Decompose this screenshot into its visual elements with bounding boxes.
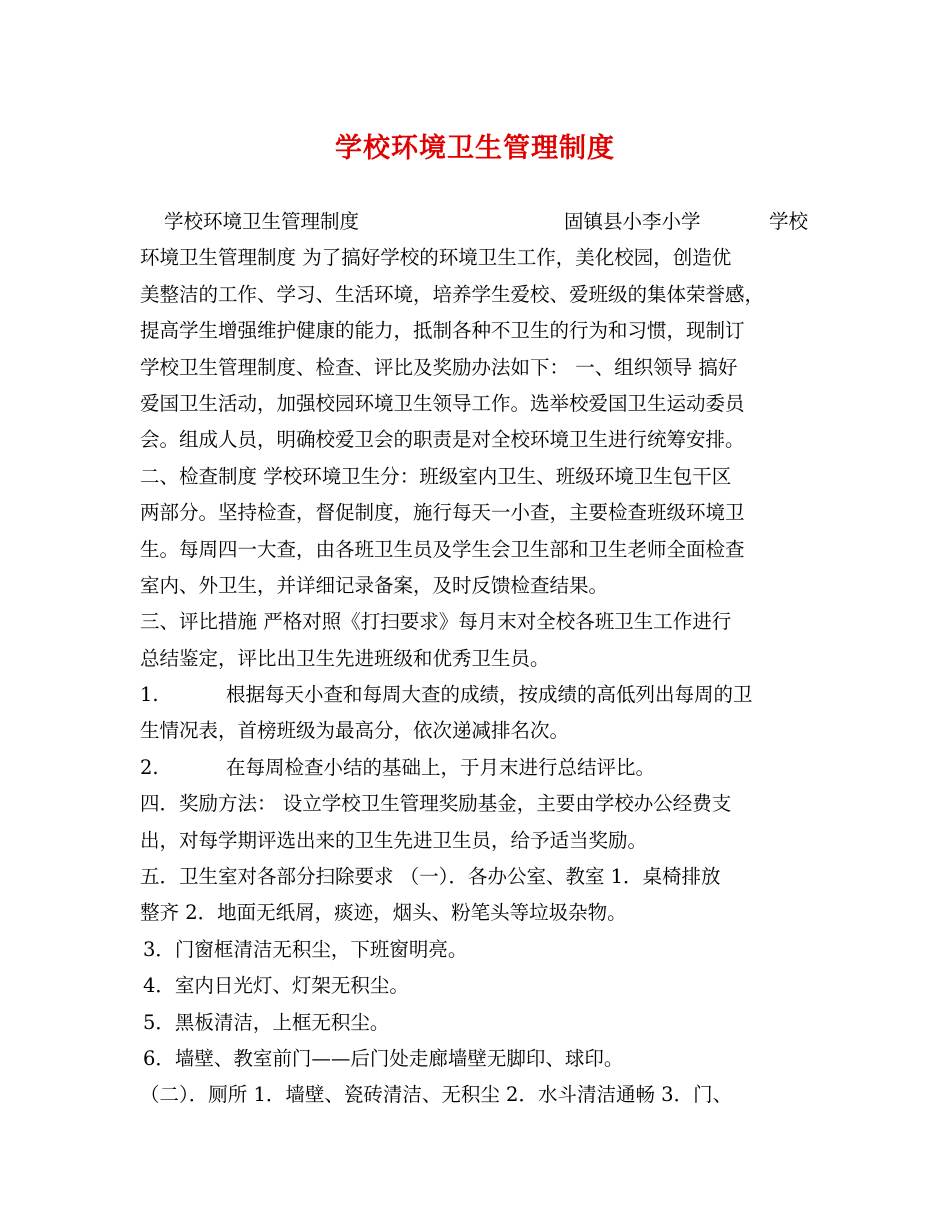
paragraph-line: 总结鉴定，评比出卫生先进班级和优秀卫生员。	[140, 646, 550, 670]
paragraph-line: 提高学生增强维护健康的能力，抵制各种不卫生的行为和习惯，现制订	[140, 319, 745, 343]
paragraph-line: 3．门窗框清洁无积尘，下班窗明亮。	[143, 937, 468, 961]
item-text: 生情况表，首榜班级为最高分，依次递减排名次。	[140, 719, 570, 743]
paragraph-line: 6．墙壁、教室前门——后门处走廊墙壁无脚印、球印。	[143, 1046, 624, 1070]
paragraph-line: 二、检查制度 学校环境卫生分：班级室内卫生、班级环境卫生包干区	[140, 464, 732, 488]
paragraph-line: 生。每周四一大查，由各班卫生员及学生会卫生部和卫生老师全面检查	[140, 537, 745, 561]
paragraph-line: 学校卫生管理制度、检查、评比及奖励办法如下： 一、组织领导 搞好	[140, 355, 738, 379]
school-name: 固镇县小李小学	[564, 210, 701, 233]
header-right-text: 学校	[769, 210, 809, 233]
item-text: 根据每天小查和每周大查的成绩，按成绩的高低列出每周的卫	[226, 683, 753, 707]
paragraph-line: 4．室内日光灯、灯架无积尘。	[143, 974, 409, 998]
paragraph-line: 出，对每学期评选出来的卫生先进卫生员，给予适当奖励。	[140, 828, 648, 852]
paragraph-line: 四．奖励方法： 设立学校卫生管理奖励基金，主要由学校办公经费支	[140, 792, 732, 816]
paragraph-line: 5．黑板清洁，上框无积尘。	[143, 1010, 390, 1034]
header-line	[140, 204, 830, 240]
paragraph-line: 两部分。坚持检查，督促制度，施行每天一小查，主要检查班级环境卫	[140, 501, 745, 525]
numbered-item-continuation	[140, 713, 830, 749]
paragraph-line: （二）．厕所 1．墙壁、瓷砖清洁、无积尘 2．水斗清洁通畅 3．门、	[140, 1083, 733, 1107]
paragraph-line: 环境卫生管理制度 为了搞好学校的环境卫生工作，美化校园，创造优	[140, 246, 732, 270]
paragraph-line: 会。组成人员，明确校爱卫会的职责是对全校环境卫生进行统筹安排。	[140, 428, 745, 452]
paragraph-line: 五．卫生室对各部分扫除要求 （一）．各办公室、教室 1．桌椅排放	[140, 865, 721, 889]
item-number: 1.	[140, 683, 159, 707]
paragraph-line: 三、评比措施 严格对照《打扫要求》每月末对全校各班卫生工作进行	[140, 610, 732, 634]
item-number: 2.	[140, 755, 159, 779]
paragraph-line: 美整洁的工作、学习、生活环境，培养学生爱校、爱班级的集体荣誉感，	[140, 282, 765, 306]
numbered-item	[140, 677, 830, 713]
paragraph-line: 整齐 2．地面无纸屑，痰迹，烟头、粉笔头等垃圾杂物。	[140, 901, 627, 925]
paragraph-line: 爱国卫生活动，加强校园环境卫生领导工作。选举校爱国卫生运动委员	[140, 391, 745, 415]
document-body	[140, 204, 830, 1114]
document-title: 学校环境卫生管理制度	[335, 133, 615, 164]
numbered-item	[140, 750, 830, 786]
item-text: 在每周检查小结的基础上，于月末进行总结评比。	[226, 755, 656, 779]
paragraph-line: 室内、外卫生，并详细记录备案，及时反馈检查结果。	[140, 573, 609, 597]
header-left-text: 学校环境卫生管理制度	[164, 210, 360, 233]
